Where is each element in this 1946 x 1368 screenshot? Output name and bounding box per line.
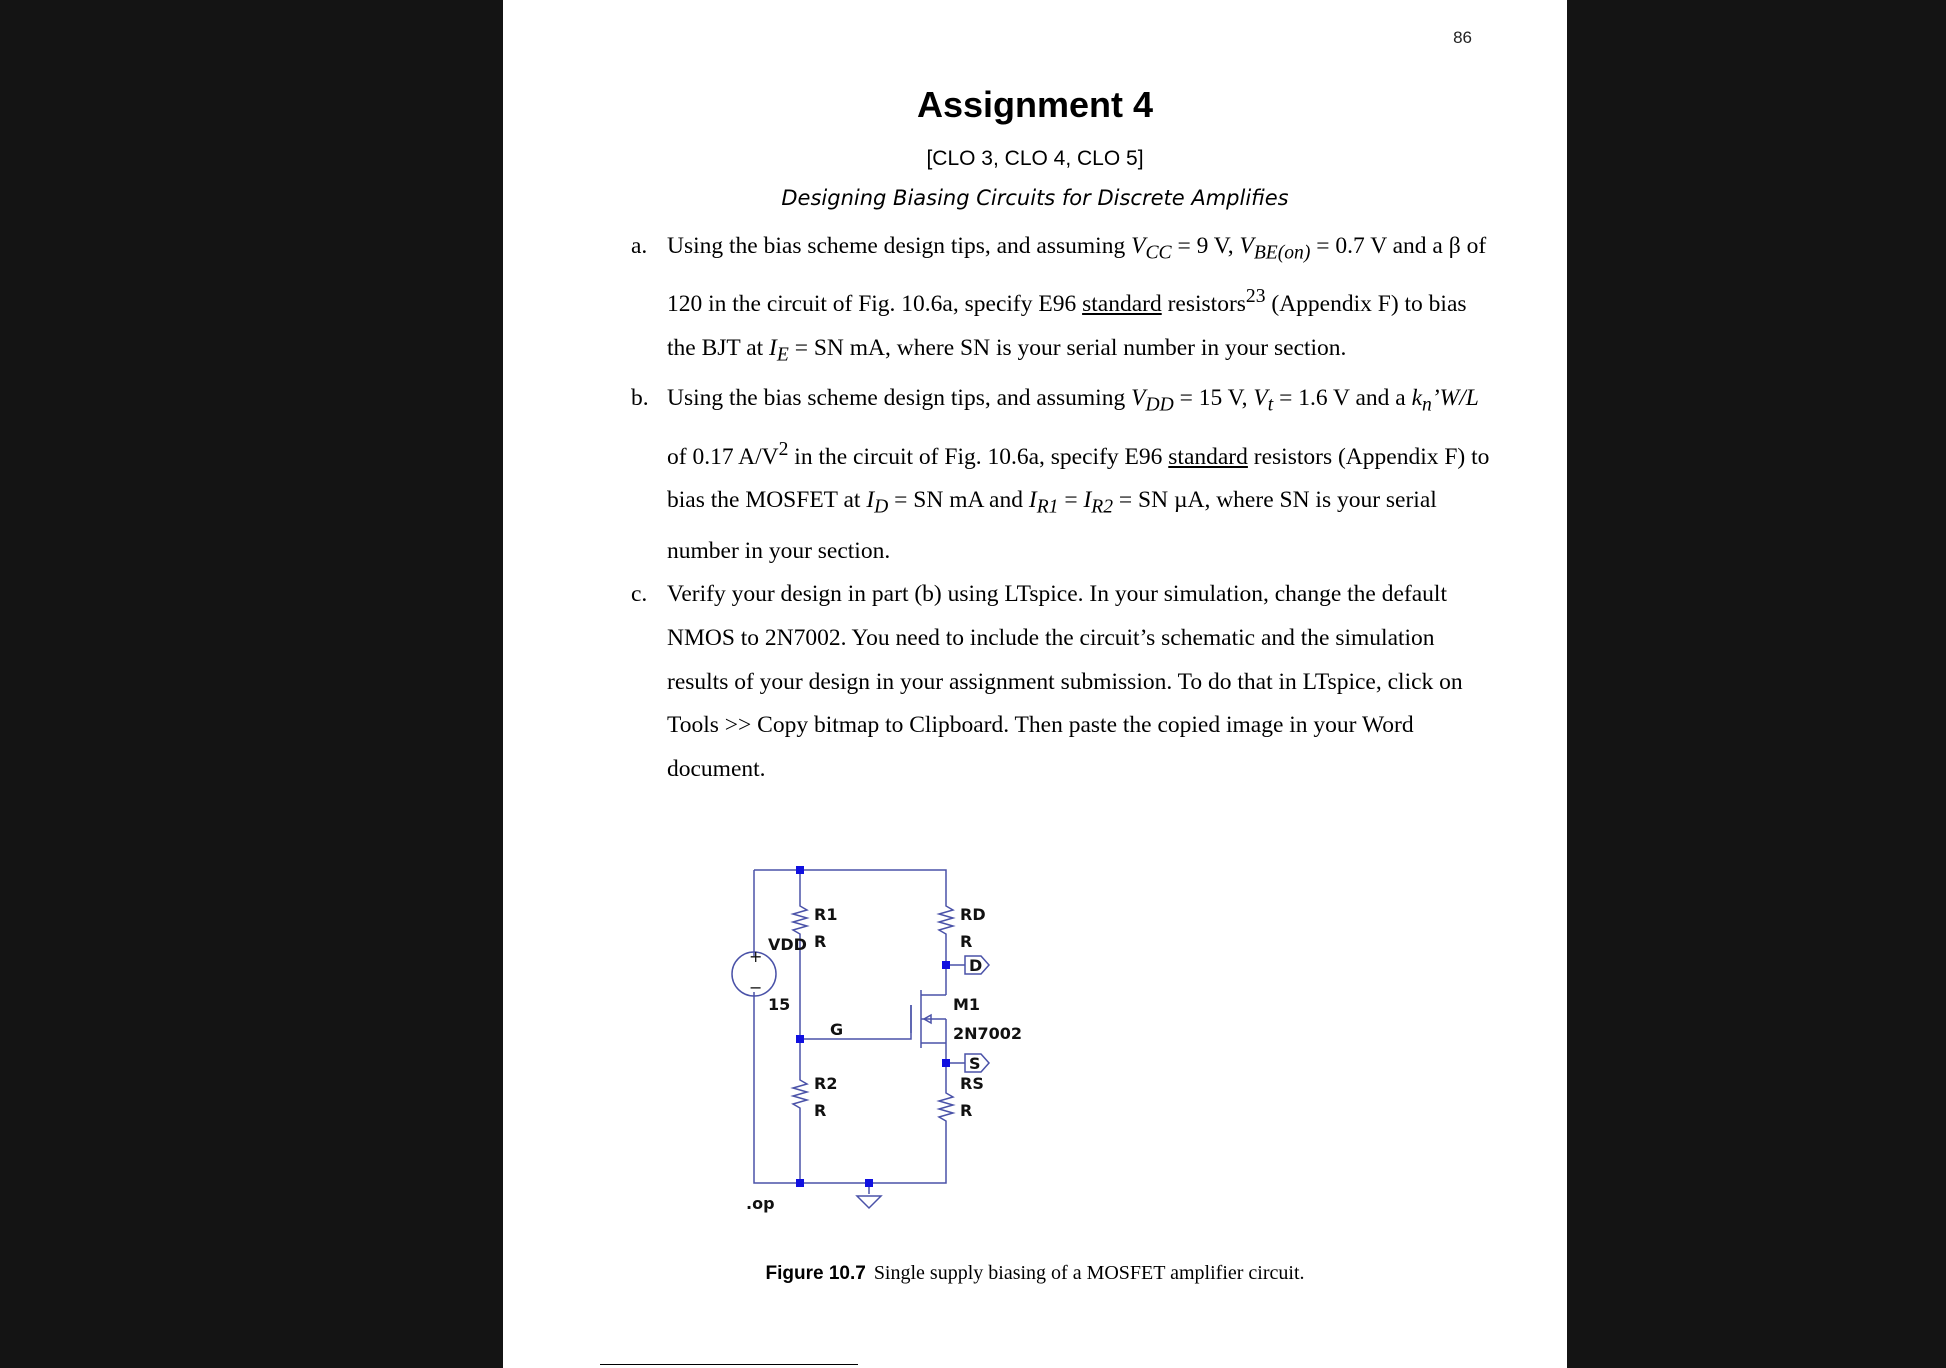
page-number: 86 [1453,28,1472,47]
item-c [631,573,1491,792]
item-b-text: Using the bias scheme design tips, and assuming $V_{DD} = 15$ V, $V_t = 1.6$ V and a $k_n’W/L$ of 0.17 $A/V^2$ in the circuit of Fig. 10.6a, specify E96 standard resistors (Appendix F) to bias the MOSFET at $I_D$ = SN mA and $I_{R1} = I_{R2}$ = SN µA, where SN is your serial number in your section. [667,385,1490,564]
r2-value: R [814,1101,827,1120]
item-b [631,377,1491,573]
clo-line: [CLO 3, CLO 4, CLO 5] [926,147,1144,170]
circuit-schematic [746,850,1063,1220]
page-subtitle: Designing Biasing Circuits for Discrete Amplifies [781,186,1289,210]
r2-name: R2 [814,1074,838,1093]
item-a-marker: a. [631,233,648,259]
rd-name: RD [960,905,986,924]
source-value: 15 [768,995,791,1014]
ground-icon [857,1196,881,1208]
document-page [503,0,1567,1368]
rs-name: RS [960,1074,984,1093]
page-title: Assignment 4 [916,84,1154,125]
mosfet-model: 2N7002 [953,1024,1023,1043]
footnote-ref: 23 [1245,286,1266,308]
circuit-wires [754,870,965,1194]
mosfet-symbol [911,985,946,1063]
item-a [631,225,1491,377]
figure-caption [503,1262,1567,1285]
item-b-marker: b. [631,385,649,412]
op-directive: .op [746,1194,775,1213]
source-minus: − [749,978,763,997]
figure-caption-text: Single supply biasing of a MOSFET amplifier circuit. [873,1262,1305,1284]
resistor-r1 [793,902,807,938]
assignment-items [631,225,1491,792]
source-port-label: S [969,1054,981,1073]
gate-label: G [830,1020,844,1039]
item-c-text: Verify your design in part (b) using LTspice. In your simulation, change the default NMOS to 2N7002. You need to include the circuit’s schematic and the simulation results of your design in your assignment submission. To do that in LTspice, click on Tools >> Copy bitmap to Clipboard. Then paste the copied image in your Word document. [667,581,1463,783]
resistor-r2 [793,1076,807,1112]
rd-value: R [960,932,973,951]
item-a-text: Using the bias scheme design tips, and assuming $V_{CC} = 9$ V, $V_{BE(on)} = 0.7$ V and a β of 120 in the circuit of Fig. 10.6a, specify E96 standard resistors$^{23}$ (Appendix F) to bias the BJT at $I_E$ = SN mA, where SN is your serial number in your section. [667,233,1487,366]
r1-value: R [814,932,827,951]
drain-port-label: D [969,956,983,975]
r1-name: R1 [814,905,838,924]
source-plus: + [749,947,763,966]
item-c-marker: c. [631,581,648,608]
resistor-rd [939,902,953,938]
rs-value: R [960,1101,973,1120]
source-name: VDD [768,935,807,954]
figure-label: Figure 10.7 [765,1263,866,1284]
resistor-rs [939,1089,953,1125]
footnote-divider [600,1364,858,1365]
mosfet-name: M1 [953,995,981,1014]
